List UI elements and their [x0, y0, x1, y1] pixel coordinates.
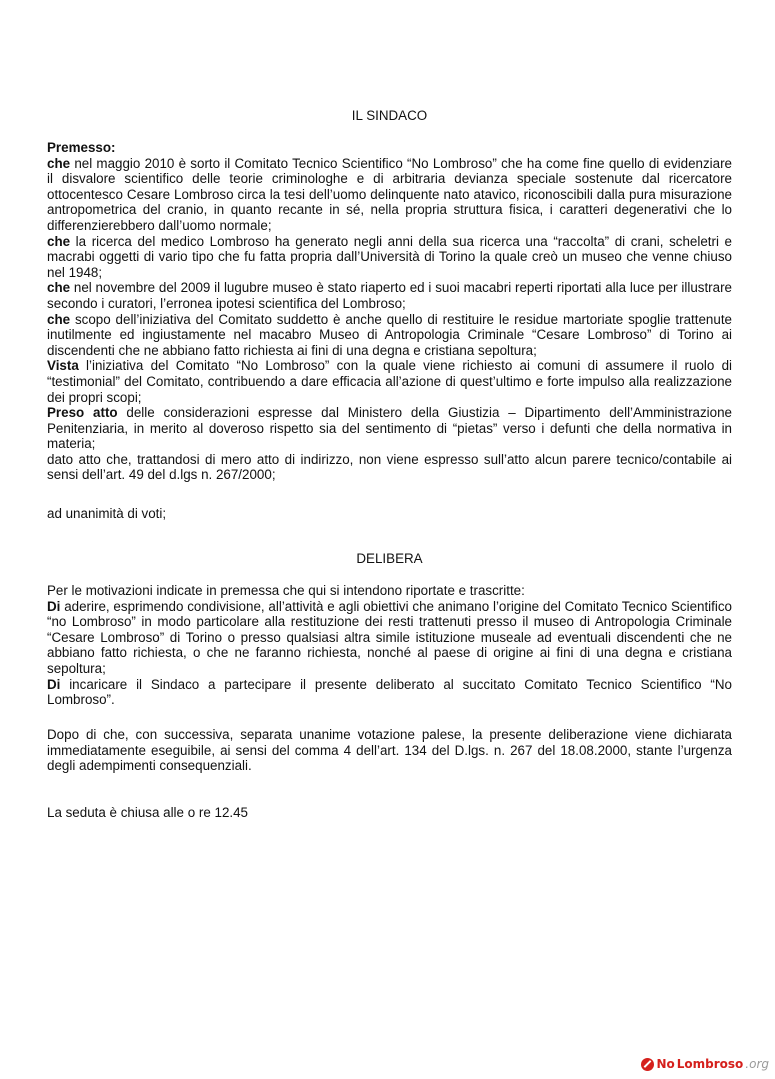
- delibera-title: DELIBERA: [356, 551, 423, 566]
- seduta-text: La seduta è chiusa alle o re 12.45: [47, 805, 249, 820]
- document-title: IL SINDACO: [351, 108, 428, 123]
- delibera-text: incaricare il Sindaco a partecipare il presente deliberato al succitato Comitato Tecnico Scientifico “No Lombroso”.: [47, 676, 732, 708]
- premesso-item: [47, 156, 732, 234]
- delibera-item: [47, 677, 732, 708]
- premesso-text: nel maggio 2010 è sorto il Comitato Tecnico Scientifico “No Lombroso” che ha come fine quello di evidenziare il disvalore scientifico delle teorie criminologhe e di arbitraria devianza speciale sostenute dal ricercatore ottocentesco Cesare Lombroso circa la tesi dell’uomo delinquente nato atavico, riconoscibili dalla pura misurazione antropometrica del cranio, in quanto recante in sé, nella propria struttura fisica, i caratteri degenerativi che lo differenzierebbero dall’uomo normale;: [47, 155, 732, 233]
- premesso-text: la ricerca del medico Lombroso ha generato negli anni della sua ricerca una “raccolta” di crani, scheletri e macrabi oggetti di vario tipo che fu fatta propria dall’Università di Torino la quale creò un museo che venne chiuso nel 1948;: [47, 233, 732, 280]
- delibera-lead: Di: [47, 676, 61, 692]
- premesso-item: [47, 312, 732, 359]
- delibera-lead: Di: [47, 598, 61, 614]
- premesso-lead: Vista: [47, 358, 79, 374]
- logo-part-no: No: [656, 1057, 675, 1071]
- logo-part-domain: .org: [745, 1057, 769, 1071]
- logo-part-lombroso: Lombroso: [676, 1057, 744, 1071]
- premesso-lead: Preso atto: [47, 405, 118, 421]
- premesso-section: [47, 140, 732, 483]
- unanimita-text: ad unanimità di voti;: [47, 506, 167, 521]
- premesso-item: [47, 280, 732, 311]
- premesso-lead: che: [47, 280, 71, 296]
- premesso-item: [47, 358, 732, 405]
- premesso-label: Premesso:: [47, 140, 116, 155]
- premesso-text: l’iniziativa del Comitato “No Lombroso” con la quale viene richiesto ai comuni di assumere il ruolo di “testimonial” del Comitato, contribuendo a dare efficacia all’azione di quest’ultimo e forte impulso alla realizzazione dei propri scopi;: [47, 358, 732, 405]
- premesso-lead: che: [47, 311, 71, 327]
- premesso-text: dato atto che, trattandosi di mero atto di indirizzo, non viene espresso sull’atto alcun parere tecnico/contabile ai sensi dell’art. 49 del d.lgs n. 267/2000;: [47, 451, 732, 483]
- delibera-text: aderire, esprimendo condivisione, all’attività e agli obiettivi che animano l’origine del Comitato Tecnico Scientifico “no Lombroso” in modo particolare alla restituzione dei resti trattenuti presso il museo di Antropologia Criminale “Cesare Lombroso” di Torino o presso qualsiasi altra simile istituzione museale ad eventuali discendenti che ne abbiano fatto richiesta, o che ne faranno richiesta, nonché al paese di origine ai fini di una degna e cristiana sepoltura;: [47, 598, 732, 676]
- premesso-item: [47, 405, 732, 452]
- delibera-item: [47, 599, 732, 677]
- premesso-text: scopo dell’iniziativa del Comitato suddetto è anche quello di restituire le residue martoriate spoglie trattenute inutilmente ed ingiustamente nel macabro Museo di Antropologia Criminale “Cesare Lombroso” di Torino ai discendenti che ne abbiano fatto richiesta ai fini di una degna e cristiana sepoltura;: [47, 311, 732, 358]
- premesso-text: nel novembre del 2009 il lugubre museo è stato riaperto ed i suoi macabri reperti riportati alla luce per illustrare secondo i curatori, l’erronea ipotesi scientifica del Lombroso;: [47, 280, 732, 311]
- dopo-paragraph: Dopo di che, con successiva, separata unanime votazione palese, la presente deliberazione viene dichiarata immediatamente eseguibile, ai sensi del comma 4 dell’art. 134 del D.lgs. n. 267 del 18.08.2000, stante l’urgenza degli adempimenti consequenziali.: [47, 727, 732, 774]
- premesso-item: [47, 452, 732, 483]
- delibera-section: [47, 583, 732, 708]
- premesso-item: [47, 234, 732, 281]
- ban-icon: [641, 1058, 654, 1071]
- delibera-intro: Per le motivazioni indicate in premessa che qui si intendono riportate e trascritte:: [47, 583, 525, 598]
- premesso-text: delle considerazioni espresse dal Ministero della Giustizia – Dipartimento dell’Amministrazione Penitenziaria, in merito al doveroso rispetto sia del sentimento di “pietas” verso i defunti che della normativa in materia;: [47, 405, 732, 452]
- premesso-lead: che: [47, 233, 71, 249]
- nolombroso-logo: [641, 1055, 769, 1073]
- premesso-lead: che: [47, 155, 71, 171]
